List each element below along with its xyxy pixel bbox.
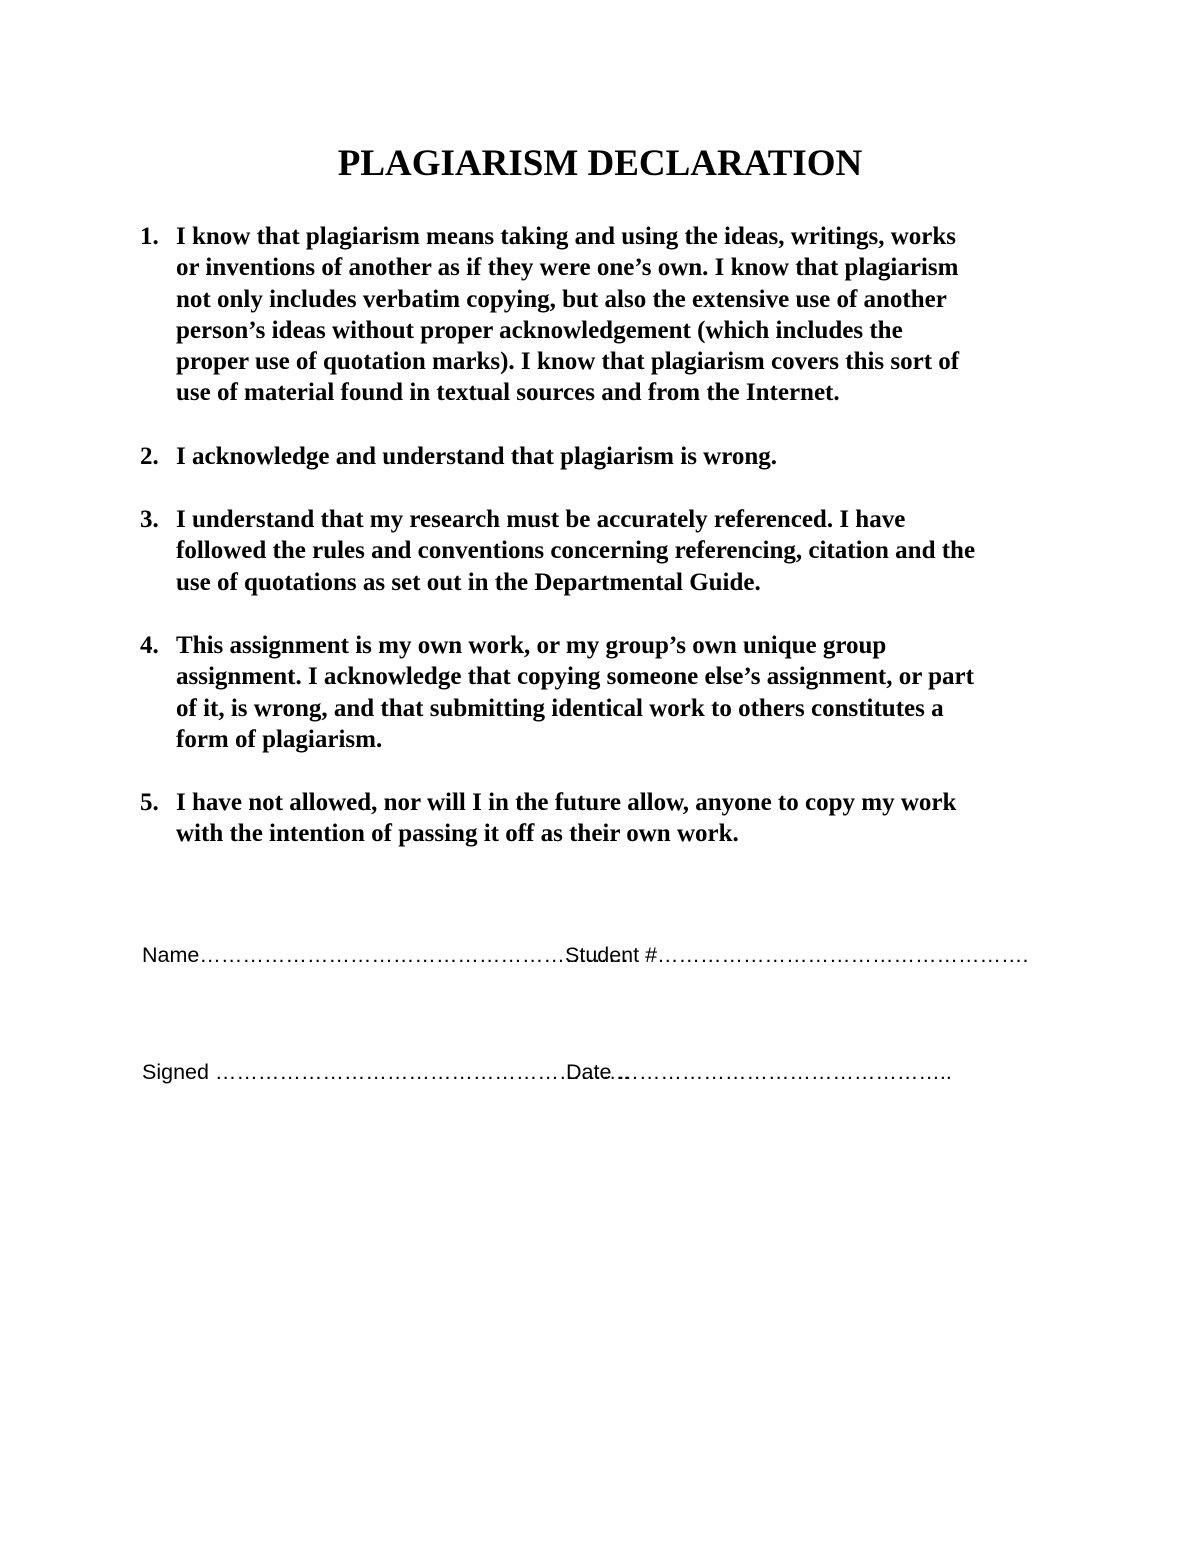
item-line: of it, is wrong, and that submitting identical work to others constitutes a	[176, 694, 944, 722]
declaration-item-3	[140, 504, 1060, 598]
item-number: 5.	[140, 789, 159, 816]
item-line: I acknowledge and understand that plagiarism is wrong.	[176, 443, 778, 470]
item-line: use of quotations as set out in the Departmental Guide.	[176, 568, 761, 596]
item-line: followed the rules and conventions concerning referencing, citation and the	[176, 537, 976, 565]
item-line: person’s ideas without proper acknowledgement (which includes the	[176, 316, 903, 344]
item-text	[176, 504, 1060, 598]
name-student-row	[142, 941, 1029, 1053]
item-number: 2.	[140, 443, 159, 470]
page-title: PLAGIARISM DECLARATION	[337, 143, 863, 184]
item-line: with the intention of passing it off as their own work.	[176, 820, 739, 848]
signed-date-row	[142, 1058, 952, 1170]
item-line: This assignment is my own work, or my group’s own unique group	[176, 632, 887, 659]
declaration-item-5	[140, 787, 1060, 850]
item-line: I know that plagiarism means taking and using the ideas, writings, works	[176, 223, 956, 250]
declaration-item-1	[140, 221, 1060, 409]
date-field[interactable]: Date ………………………………………..	[566, 1060, 952, 1084]
signed-field[interactable]: Signed ………………………………………………….	[142, 1060, 630, 1084]
item-line: or inventions of another as if they were one’s own. I know that plagiarism	[176, 254, 959, 282]
item-line: assignment. I acknowledge that copying someone else’s assignment, or part	[176, 663, 974, 691]
item-number: 1.	[140, 223, 159, 250]
item-line: I understand that my research must be accurately referenced. I have	[176, 506, 906, 533]
item-line: I have not allowed, nor will I in the future allow, anyone to copy my work	[176, 789, 957, 816]
item-text	[176, 787, 1060, 850]
item-line: not only includes verbatim copying, but also the extensive use of another	[176, 285, 947, 313]
item-line: use of material found in textual sources and from the Internet.	[176, 379, 840, 407]
item-line: form of plagiarism.	[176, 725, 383, 753]
item-text	[176, 630, 1060, 755]
name-field[interactable]: Name……………………………………………………	[142, 943, 630, 967]
item-text	[176, 221, 1060, 409]
item-number: 4.	[140, 632, 159, 659]
declaration-item-2	[140, 441, 1060, 472]
declaration-item-4	[140, 630, 1060, 755]
item-number: 3.	[140, 506, 159, 533]
item-line: proper use of quotation marks). I know that plagiarism covers this sort of	[176, 348, 960, 376]
student-number-field[interactable]: Student #…………………………………………….	[565, 943, 1029, 967]
item-text	[176, 441, 1060, 472]
